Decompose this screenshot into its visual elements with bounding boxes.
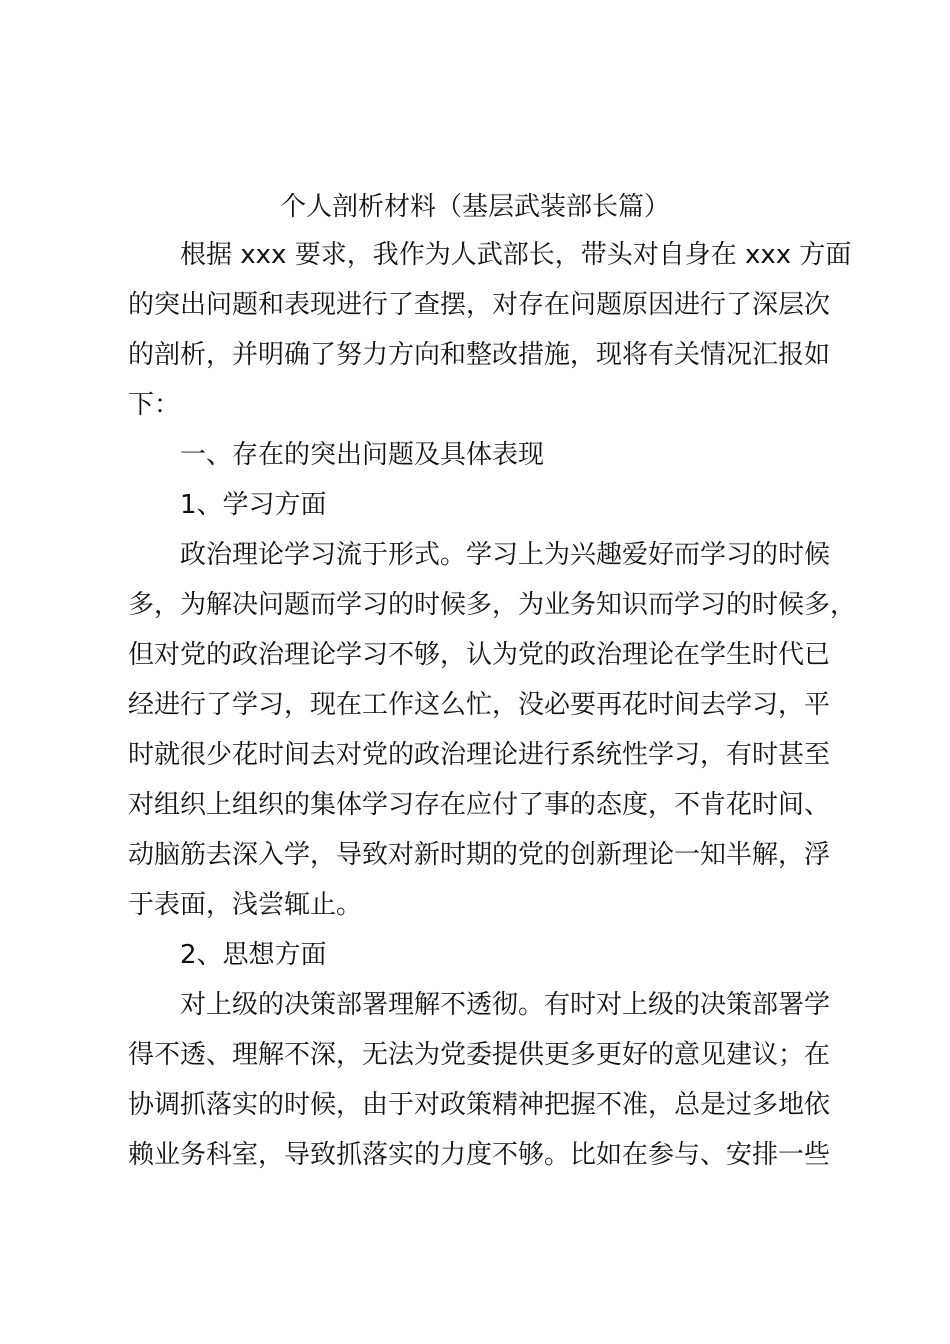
paragraph-line: 下：	[128, 390, 181, 420]
paragraph-line: 赖业务科室，导致抓落实的力度不够。比如在参与、安排一些	[128, 1140, 831, 1170]
paragraph-line: 动脑筋去深入学，导致对新时期的党的创新理论一知半解，浮	[128, 840, 831, 870]
subsection-heading: 2、思想方面	[180, 940, 327, 970]
paragraph-line: 多，为解决问题而学习的时候多，为业务知识而学习的时候多，	[128, 590, 857, 620]
subsection-heading: 1、学习方面	[180, 490, 327, 520]
paragraph-line: 对组织上组织的集体学习存在应付了事的态度，不肯花时间、	[128, 790, 831, 820]
paragraph-line: 得不透、理解不深，无法为党委提供更多更好的意见建议；在	[128, 1040, 831, 1070]
paragraph-line: 的突出问题和表现进行了查摆，对存在问题原因进行了深层次	[128, 290, 831, 320]
paragraph-line: 的剖析，并明确了努力方向和整改措施，现将有关情况汇报如	[128, 340, 831, 370]
paragraph-line: 协调抓落实的时候，由于对政策精神把握不准，总是过多地依	[128, 1090, 831, 1120]
paragraph-line: 根据 xxx 要求，我作为人武部长，带头对自身在 xxx 方面	[180, 240, 852, 270]
document-body	[128, 230, 858, 1180]
paragraph-line: 时就很少花时间去对党的政治理论进行系统性学习，有时甚至	[128, 740, 831, 770]
section-heading: 一、存在的突出问题及具体表现	[180, 440, 545, 470]
document-title: 个人剖析材料（基层武装部长篇）	[279, 192, 670, 222]
paragraph-line: 但对党的政治理论学习不够，认为党的政治理论在学生时代已	[128, 640, 831, 670]
paragraph-line: 经进行了学习，现在工作这么忙，没必要再花时间去学习，平	[128, 690, 831, 720]
paragraph-line: 于表面，浅尝辄止。	[128, 890, 363, 920]
paragraph-line: 政治理论学习流于形式。学习上为兴趣爱好而学习的时候	[180, 540, 831, 570]
paragraph-line: 对上级的决策部署理解不透彻。有时对上级的决策部署学	[180, 990, 831, 1020]
